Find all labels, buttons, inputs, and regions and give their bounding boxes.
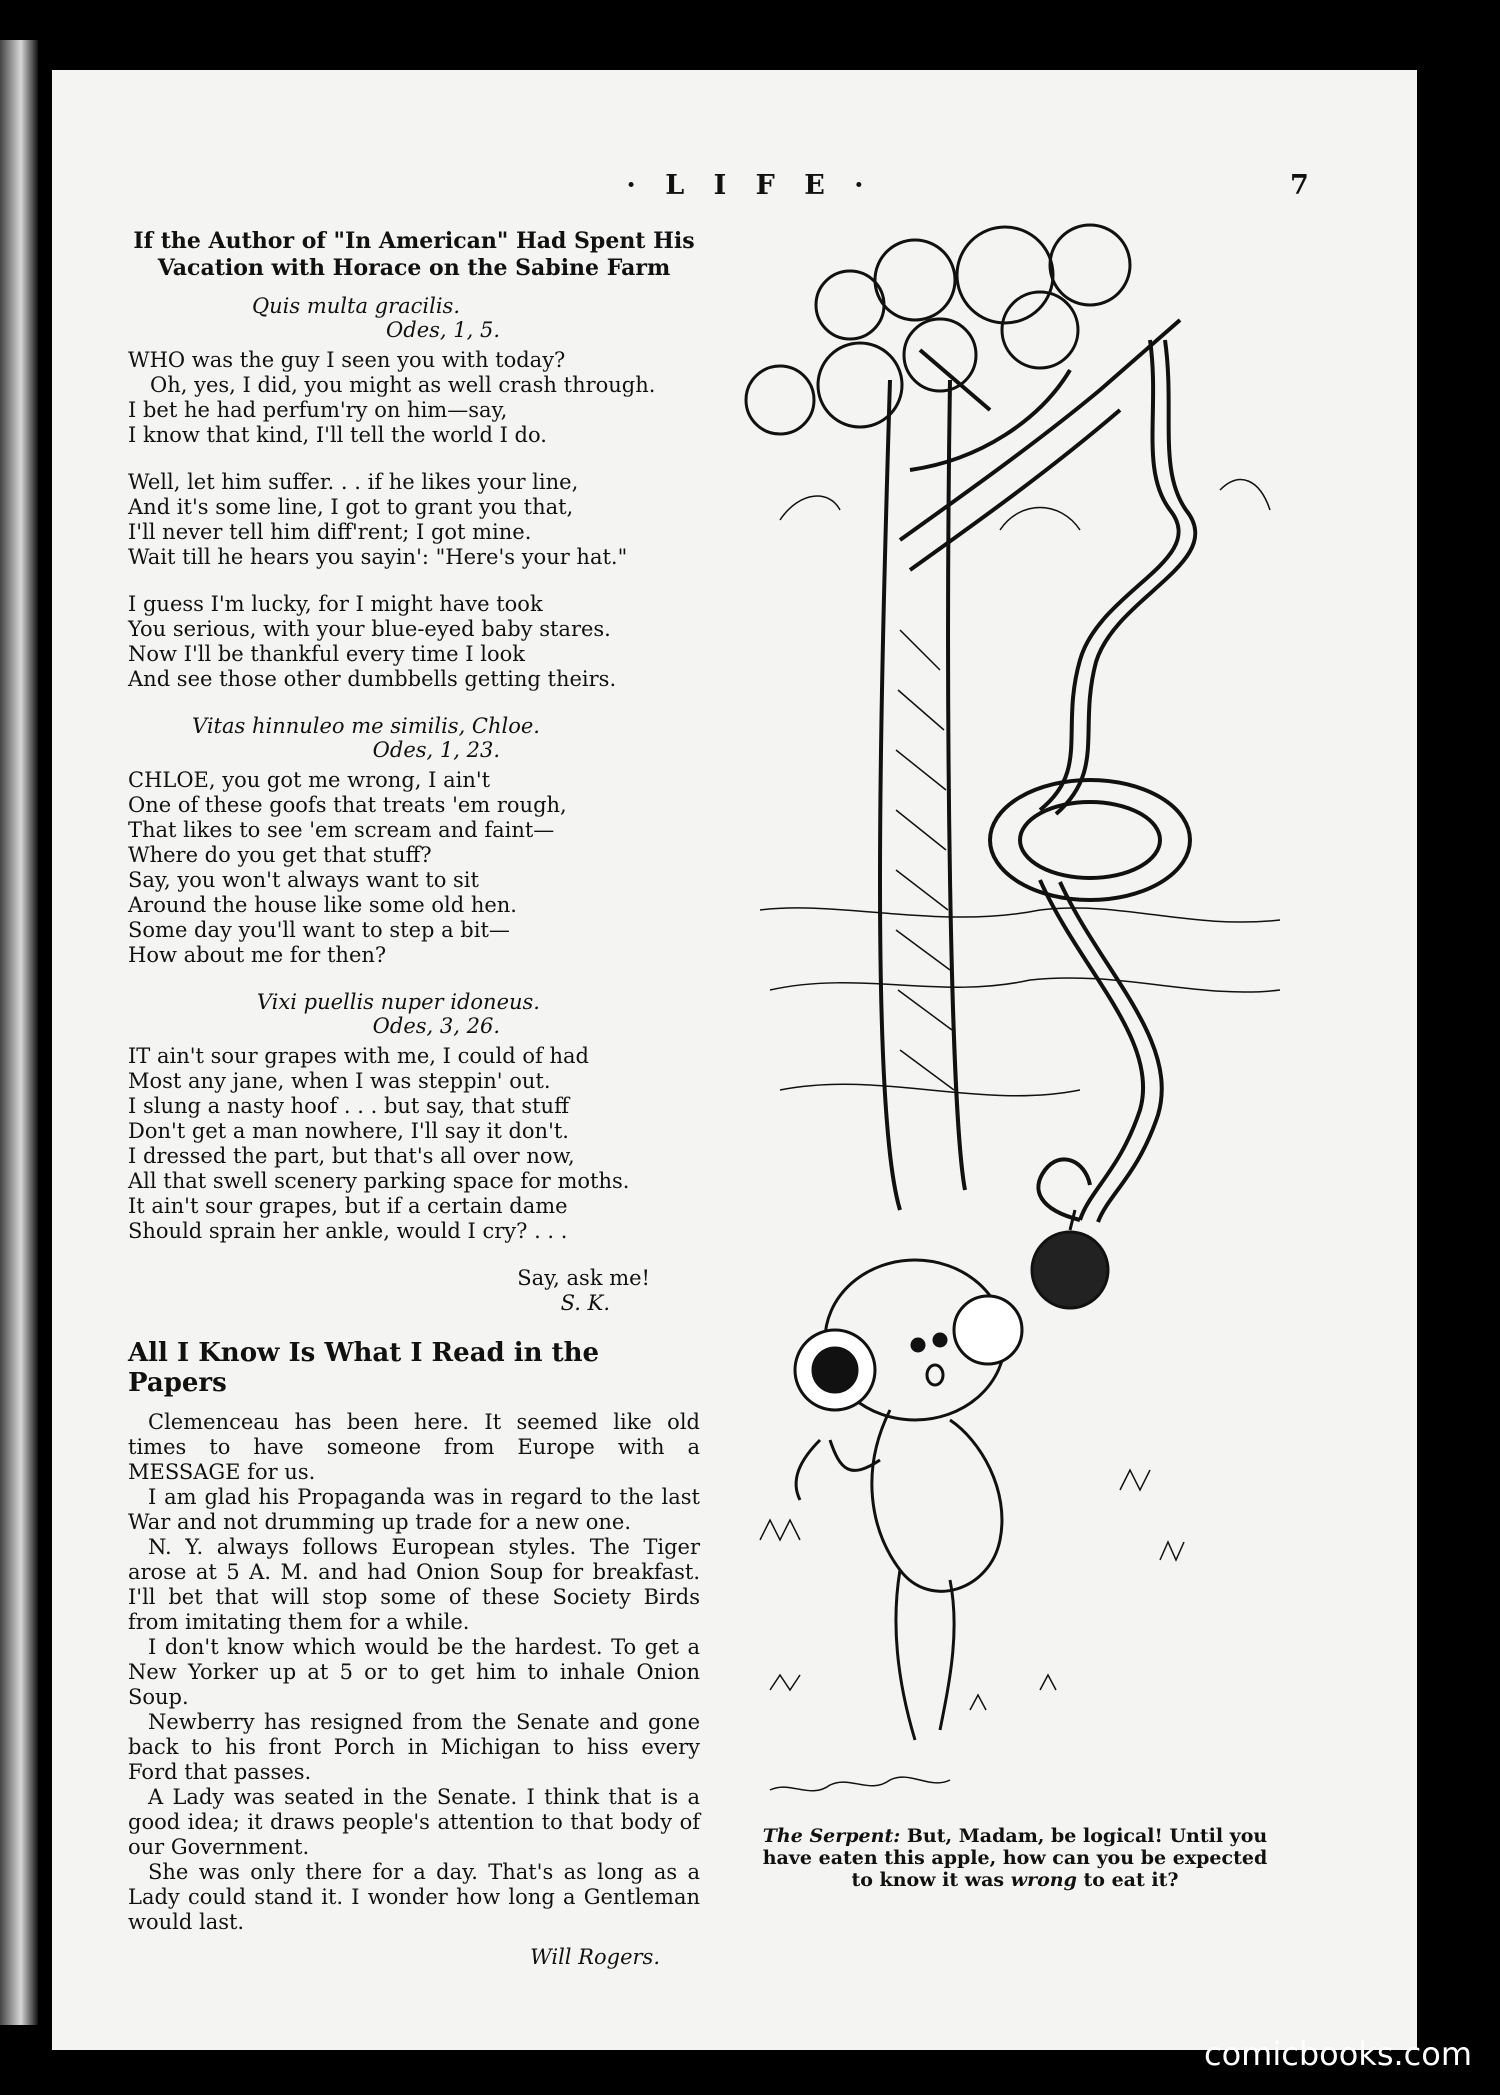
poem-line: IT ain't sour grapes with me, I could of had [128,1044,589,1068]
poem-line: Wait till he hears you sayin': "Here's your hat." [128,545,628,569]
article-paragraph: I am glad his Propaganda was in regard to the last War and not drumming up trade for a new one. [128,1485,700,1534]
poem-line: Around the house like some old hen. [128,893,517,917]
poem-line: Should sprain her ankle, would I cry? . . . [128,1219,568,1243]
poem-line: All that swell scenery parking space for moths. [128,1169,630,1193]
trunk-hatching [896,630,954,1090]
poem-line: You serious, with your blue-eyed baby stares. [128,617,611,641]
poem-stanza [128,768,700,968]
poem-title: If the Author of "In American" Had Spent His Vacation with Horace on the Sabine Farm [133,228,695,281]
poem-epigraph-ref: Odes, 3, 26. [372,1014,500,1038]
article-paragraph: Newberry has resigned from the Senate and gone back to his front Porch in Michigan to hiss every Ford that passes. [128,1710,700,1784]
adjacent-page-edge [0,40,38,2025]
poem-line: Now I'll be thankful every time I look [128,642,525,666]
poem-line: I bet he had perfum'ry on him—say, [128,398,508,422]
poem-line: Well, let him suffer. . . if he likes your line, [128,470,579,494]
poem-stanza [128,470,700,570]
watermark: comicbooks.com [1203,2035,1472,2073]
poem-stanza [128,348,700,448]
poem-stanza [128,1044,700,1244]
poem-epigraph-ref: Odes, 1, 23. [372,738,500,762]
poem-line: I slung a nasty hoof . . . but say, that stuff [128,1094,569,1118]
poem-line: I guess I'm lucky, for I might have took [128,592,543,616]
left-column [128,228,700,1970]
poem-line: That likes to see 'em scream and faint— [128,818,555,842]
poem-initials: S. K. [560,1291,610,1315]
article-paragraph: A Lady was seated in the Senate. I think that is a good idea; it draws people's attention to that body of our Government. [128,1785,700,1859]
page-header: · L I F E · [626,170,874,201]
tree-trunk [880,320,1180,1210]
apple [1032,1210,1108,1308]
poem-line: And see those other dumbbells getting theirs. [128,667,617,691]
poem-line: CHLOE, you got me wrong, I ain't [128,768,491,792]
cartoon-illustration [740,210,1300,1810]
poem-line: Where do you get that stuff? [128,843,432,867]
landscape [760,480,1280,1096]
article-paragraph: Clemenceau has been here. It seemed like old times to have someone from Europe with a MESSAGE for us. [128,1410,700,1484]
page-number: 7 [1290,170,1309,201]
poem-stanza [128,592,700,692]
poem-line: Most any jane, when I was steppin' out. [128,1069,551,1093]
poem-line: Don't get a man nowhere, I'll say it don't. [128,1119,569,1143]
article-byline: Will Rogers. [530,1945,660,1969]
article-paragraph: I don't know which would be the hardest. To get a New Yorker up at 5 or to get him to inhale Onion Soup. [128,1635,700,1709]
cartoon-caption [755,1825,1275,1891]
grass-tufts [760,1470,1184,1710]
caption-end: to eat it? [1083,1869,1179,1891]
poem-line: I know that kind, I'll tell the world I do. [128,423,547,447]
tree-foliage [746,225,1130,434]
article-body [128,1410,700,1935]
caption-emphasis: wrong [1010,1869,1077,1891]
article-paragraph: N. Y. always follows European styles. The Tiger arose at 5 A. M. and had Onion Soup for breakfast. I'll bet that will stop some of these Society Birds from imitating them for a while. [128,1535,700,1634]
poem-line: Say, you won't always want to sit [128,868,479,892]
poem-epigraph: Vitas hinnuleo me similis, Chloe. [192,714,540,738]
poem-line: It ain't sour grapes, but if a certain dame [128,1194,568,1218]
poem-line: One of these goofs that treats 'em rough, [128,793,567,817]
caption-text: But, Madam, be logical! Until you have eaten this apple, how can you be expected to know it was [762,1825,1268,1891]
poem-line: Oh, yes, I did, you might as well crash through. [150,373,656,397]
poem-line: And it's some line, I got to grant you that, [128,495,574,519]
artist-signature [770,1777,950,1791]
poem-line: I'll never tell him diff'rent; I got mine. [128,520,532,544]
poem-line: WHO was the guy I seen you with today? [128,348,566,372]
poem-epigraph-ref: Odes, 1, 5. [386,318,500,342]
poem-body [128,294,700,1244]
eve-figure [795,1260,1022,1740]
poem-epigraph: Quis multa gracilis. [251,294,460,318]
poem-line: How about me for then? [128,943,387,967]
article-paragraph: She was only there for a day. That's as long as a Lady could stand it. I wonder how long a Gentleman would last. [128,1860,700,1934]
poem-epigraph: Vixi puellis nuper idoneus. [256,990,540,1014]
article-title: All I Know Is What I Read in the Papers [128,1338,600,1398]
serpent [990,340,1195,1222]
caption-speaker: The Serpent: [762,1825,901,1847]
poem-line: I dressed the part, but that's all over now, [128,1144,575,1168]
poem-signoff: Say, ask me! [517,1266,650,1290]
poem-line: Some day you'll want to step a bit— [128,918,510,942]
